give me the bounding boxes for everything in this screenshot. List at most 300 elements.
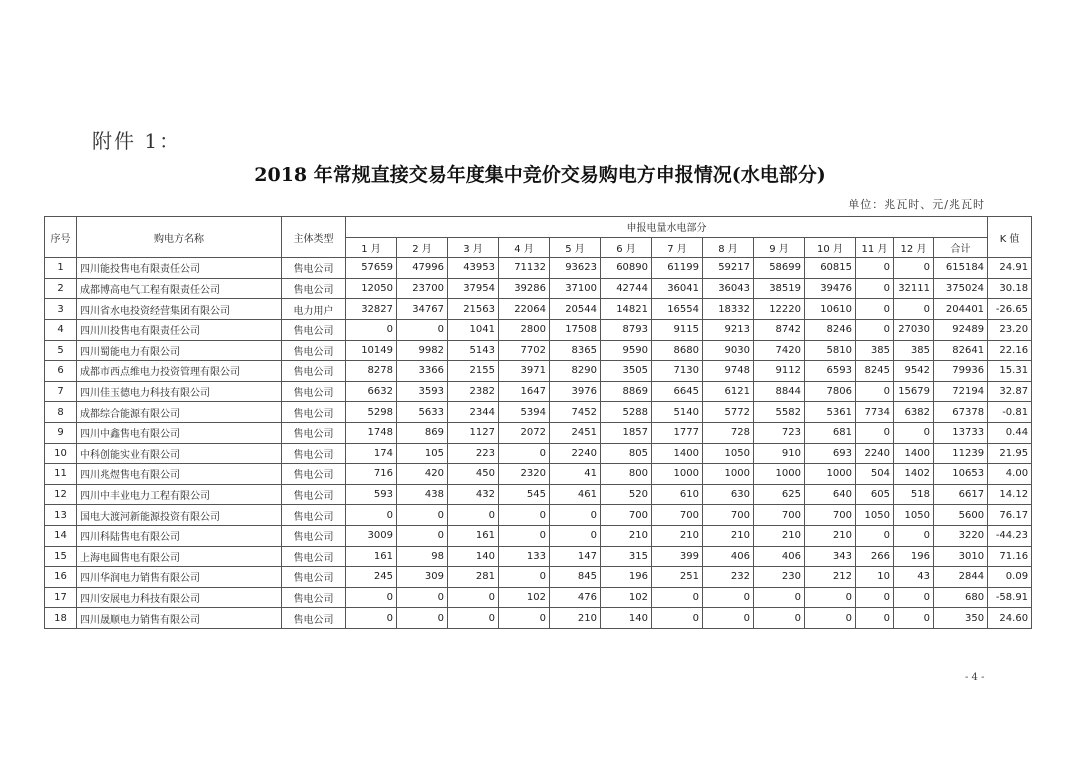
- cell-month-10: 640: [805, 484, 856, 505]
- cell-month-10: 39476: [805, 278, 856, 299]
- cell-month-11: 0: [856, 422, 894, 443]
- cell-month-8: 9030: [703, 340, 754, 361]
- cell-month-8: 36043: [703, 278, 754, 299]
- cell-total: 375024: [934, 278, 988, 299]
- cell-total: 82641: [934, 340, 988, 361]
- cell-month-5: 3976: [550, 381, 601, 402]
- cell-month-7: 8680: [652, 340, 703, 361]
- cell-type: 售电公司: [282, 443, 346, 464]
- cell-month-8: 9213: [703, 319, 754, 340]
- table-row: [45, 505, 1032, 526]
- cell-month-12: 1400: [894, 443, 934, 464]
- cell-month-10: 700: [805, 505, 856, 526]
- cell-month-2: 47996: [397, 258, 448, 279]
- cell-seq: 9: [45, 422, 77, 443]
- cell-month-2: 9982: [397, 340, 448, 361]
- cell-month-10: 60815: [805, 258, 856, 279]
- cell-month-6: 800: [601, 464, 652, 485]
- cell-total: 2844: [934, 567, 988, 588]
- cell-month-10: 0: [805, 587, 856, 608]
- cell-month-11: 0: [856, 299, 894, 320]
- cell-type: 电力用户: [282, 299, 346, 320]
- cell-seq: 6: [45, 361, 77, 382]
- cell-month-2: 0: [397, 525, 448, 546]
- cell-month-3: 0: [448, 587, 499, 608]
- cell-month-12: 1050: [894, 505, 934, 526]
- cell-month-5: 7452: [550, 402, 601, 423]
- header-month-4: 4 月: [499, 237, 550, 258]
- cell-month-7: 0: [652, 587, 703, 608]
- cell-month-9: 0: [754, 608, 805, 629]
- table-row: [45, 525, 1032, 546]
- cell-month-5: 2240: [550, 443, 601, 464]
- cell-month-1: 0: [346, 319, 397, 340]
- cell-k: -26.65: [988, 299, 1032, 320]
- cell-month-3: 2382: [448, 381, 499, 402]
- cell-name: 四川兆煜售电有限公司: [77, 464, 282, 485]
- cell-month-4: 0: [499, 567, 550, 588]
- cell-month-3: 1127: [448, 422, 499, 443]
- cell-seq: 4: [45, 319, 77, 340]
- cell-month-7: 61199: [652, 258, 703, 279]
- cell-month-12: 27030: [894, 319, 934, 340]
- cell-month-4: 22064: [499, 299, 550, 320]
- cell-seq: 1: [45, 258, 77, 279]
- cell-month-1: 0: [346, 587, 397, 608]
- cell-seq: 16: [45, 567, 77, 588]
- cell-month-6: 700: [601, 505, 652, 526]
- cell-month-1: 0: [346, 505, 397, 526]
- cell-month-11: 8245: [856, 361, 894, 382]
- header-name: 购电方名称: [77, 217, 282, 258]
- cell-month-8: 0: [703, 587, 754, 608]
- cell-month-2: 105: [397, 443, 448, 464]
- cell-month-8: 1050: [703, 443, 754, 464]
- cell-month-2: 309: [397, 567, 448, 588]
- cell-month-9: 12220: [754, 299, 805, 320]
- cell-month-9: 406: [754, 546, 805, 567]
- cell-month-5: 20544: [550, 299, 601, 320]
- cell-month-9: 0: [754, 587, 805, 608]
- cell-type: 售电公司: [282, 484, 346, 505]
- cell-name: 四川川投售电有限责任公司: [77, 319, 282, 340]
- cell-total: 67378: [934, 402, 988, 423]
- cell-month-4: 71132: [499, 258, 550, 279]
- header-month-3: 3 月: [448, 237, 499, 258]
- cell-name: 四川中丰业电力工程有限公司: [77, 484, 282, 505]
- cell-month-5: 147: [550, 546, 601, 567]
- cell-seq: 15: [45, 546, 77, 567]
- cell-name: 四川能投售电有限责任公司: [77, 258, 282, 279]
- header-month-7: 7 月: [652, 237, 703, 258]
- table-row: [45, 402, 1032, 423]
- header-month-5: 5 月: [550, 237, 601, 258]
- cell-month-2: 34767: [397, 299, 448, 320]
- cell-seq: 12: [45, 484, 77, 505]
- cell-month-5: 41: [550, 464, 601, 485]
- table-row: [45, 443, 1032, 464]
- cell-month-10: 5361: [805, 402, 856, 423]
- cell-type: 售电公司: [282, 278, 346, 299]
- cell-month-9: 8844: [754, 381, 805, 402]
- cell-month-4: 2800: [499, 319, 550, 340]
- cell-month-9: 210: [754, 525, 805, 546]
- document-title: 2018 年常规直接交易年度集中竞价交易购电方申报情况(水电部分): [254, 164, 826, 186]
- cell-month-2: 3593: [397, 381, 448, 402]
- cell-month-7: 36041: [652, 278, 703, 299]
- cell-k: 24.60: [988, 608, 1032, 629]
- cell-type: 售电公司: [282, 340, 346, 361]
- cell-month-3: 281: [448, 567, 499, 588]
- cell-month-7: 7130: [652, 361, 703, 382]
- cell-month-6: 42744: [601, 278, 652, 299]
- cell-month-3: 161: [448, 525, 499, 546]
- declaration-table: [44, 216, 1032, 629]
- cell-month-8: 700: [703, 505, 754, 526]
- cell-month-12: 518: [894, 484, 934, 505]
- table-row: [45, 258, 1032, 279]
- cell-month-6: 14821: [601, 299, 652, 320]
- cell-k: 21.95: [988, 443, 1032, 464]
- cell-month-12: 0: [894, 587, 934, 608]
- cell-month-8: 5772: [703, 402, 754, 423]
- cell-month-7: 9115: [652, 319, 703, 340]
- cell-month-11: 385: [856, 340, 894, 361]
- cell-month-2: 0: [397, 505, 448, 526]
- cell-month-11: 0: [856, 587, 894, 608]
- cell-type: 售电公司: [282, 361, 346, 382]
- cell-month-6: 520: [601, 484, 652, 505]
- cell-month-11: 0: [856, 319, 894, 340]
- cell-month-7: 700: [652, 505, 703, 526]
- cell-name: 中科创能实业有限公司: [77, 443, 282, 464]
- cell-month-1: 32827: [346, 299, 397, 320]
- cell-month-3: 5143: [448, 340, 499, 361]
- cell-month-4: 5394: [499, 402, 550, 423]
- cell-month-8: 0: [703, 608, 754, 629]
- cell-month-11: 0: [856, 258, 894, 279]
- header-month-10: 10 月: [805, 237, 856, 258]
- cell-month-1: 3009: [346, 525, 397, 546]
- cell-name: 成都综合能源有限公司: [77, 402, 282, 423]
- cell-seq: 8: [45, 402, 77, 423]
- cell-month-4: 0: [499, 443, 550, 464]
- cell-name: 四川省水电投资经营集团有限公司: [77, 299, 282, 320]
- cell-month-1: 10149: [346, 340, 397, 361]
- cell-month-10: 8246: [805, 319, 856, 340]
- cell-type: 售电公司: [282, 402, 346, 423]
- cell-month-11: 10: [856, 567, 894, 588]
- cell-month-7: 0: [652, 608, 703, 629]
- cell-month-2: 23700: [397, 278, 448, 299]
- cell-k: 30.18: [988, 278, 1032, 299]
- cell-month-1: 716: [346, 464, 397, 485]
- cell-k: 76.17: [988, 505, 1032, 526]
- table-row: [45, 299, 1032, 320]
- cell-month-8: 630: [703, 484, 754, 505]
- cell-month-2: 3366: [397, 361, 448, 382]
- cell-k: -0.81: [988, 402, 1032, 423]
- cell-month-2: 869: [397, 422, 448, 443]
- cell-seq: 10: [45, 443, 77, 464]
- cell-month-3: 0: [448, 608, 499, 629]
- table-header-row-1: [45, 217, 1032, 238]
- cell-month-5: 37100: [550, 278, 601, 299]
- cell-total: 3220: [934, 525, 988, 546]
- cell-name: 成都博高电气工程有限责任公司: [77, 278, 282, 299]
- cell-seq: 5: [45, 340, 77, 361]
- cell-type: 售电公司: [282, 381, 346, 402]
- cell-month-2: 438: [397, 484, 448, 505]
- cell-seq: 2: [45, 278, 77, 299]
- cell-month-3: 223: [448, 443, 499, 464]
- cell-month-4: 1647: [499, 381, 550, 402]
- table-row: [45, 278, 1032, 299]
- cell-month-1: 12050: [346, 278, 397, 299]
- table-row: [45, 546, 1032, 567]
- cell-name: 四川佳玉德电力科技有限公司: [77, 381, 282, 402]
- cell-total: 204401: [934, 299, 988, 320]
- cell-type: 售电公司: [282, 567, 346, 588]
- cell-month-4: 0: [499, 608, 550, 629]
- cell-month-11: 266: [856, 546, 894, 567]
- cell-month-3: 450: [448, 464, 499, 485]
- table-row: [45, 567, 1032, 588]
- cell-type: 售电公司: [282, 546, 346, 567]
- page-number: - 4 -: [965, 672, 985, 683]
- cell-month-2: 0: [397, 608, 448, 629]
- cell-month-8: 18332: [703, 299, 754, 320]
- cell-month-10: 343: [805, 546, 856, 567]
- cell-month-4: 133: [499, 546, 550, 567]
- cell-month-7: 1400: [652, 443, 703, 464]
- cell-k: 22.16: [988, 340, 1032, 361]
- cell-type: 售电公司: [282, 608, 346, 629]
- cell-k: 15.31: [988, 361, 1032, 382]
- cell-month-4: 39286: [499, 278, 550, 299]
- cell-seq: 14: [45, 525, 77, 546]
- cell-month-1: 174: [346, 443, 397, 464]
- cell-k: 71.16: [988, 546, 1032, 567]
- table-row: [45, 340, 1032, 361]
- cell-name: 四川安展电力科技有限公司: [77, 587, 282, 608]
- cell-month-4: 2072: [499, 422, 550, 443]
- cell-month-11: 0: [856, 381, 894, 402]
- cell-type: 售电公司: [282, 422, 346, 443]
- cell-month-4: 3971: [499, 361, 550, 382]
- cell-month-7: 1777: [652, 422, 703, 443]
- cell-total: 680: [934, 587, 988, 608]
- cell-type: 售电公司: [282, 525, 346, 546]
- table-row: [45, 361, 1032, 382]
- cell-k: 32.87: [988, 381, 1032, 402]
- cell-month-8: 1000: [703, 464, 754, 485]
- cell-month-4: 2320: [499, 464, 550, 485]
- cell-month-4: 102: [499, 587, 550, 608]
- attachment-label: 附件 1：: [92, 129, 182, 153]
- cell-name: 上海电圆售电有限公司: [77, 546, 282, 567]
- cell-month-9: 8742: [754, 319, 805, 340]
- cell-month-12: 385: [894, 340, 934, 361]
- cell-total: 13733: [934, 422, 988, 443]
- cell-name: 国电大渡河新能源投资有限公司: [77, 505, 282, 526]
- cell-month-12: 9542: [894, 361, 934, 382]
- cell-k: 24.91: [988, 258, 1032, 279]
- cell-month-3: 1041: [448, 319, 499, 340]
- cell-k: 4.00: [988, 464, 1032, 485]
- cell-month-3: 2344: [448, 402, 499, 423]
- cell-month-4: 7702: [499, 340, 550, 361]
- cell-month-1: 593: [346, 484, 397, 505]
- cell-month-9: 9112: [754, 361, 805, 382]
- cell-month-7: 5140: [652, 402, 703, 423]
- cell-month-5: 210: [550, 608, 601, 629]
- cell-month-6: 102: [601, 587, 652, 608]
- cell-month-3: 37954: [448, 278, 499, 299]
- cell-month-3: 0: [448, 505, 499, 526]
- cell-month-9: 1000: [754, 464, 805, 485]
- cell-total: 92489: [934, 319, 988, 340]
- header-seq: 序号: [45, 217, 77, 258]
- header-k: K 值: [988, 217, 1032, 258]
- header-total: 合计: [934, 237, 988, 258]
- cell-month-11: 7734: [856, 402, 894, 423]
- cell-month-3: 43953: [448, 258, 499, 279]
- cell-seq: 11: [45, 464, 77, 485]
- cell-month-10: 1000: [805, 464, 856, 485]
- cell-month-10: 10610: [805, 299, 856, 320]
- cell-month-6: 9590: [601, 340, 652, 361]
- cell-month-9: 230: [754, 567, 805, 588]
- cell-seq: 17: [45, 587, 77, 608]
- cell-month-6: 196: [601, 567, 652, 588]
- table-row: [45, 608, 1032, 629]
- cell-total: 72194: [934, 381, 988, 402]
- cell-month-6: 1857: [601, 422, 652, 443]
- cell-name: 四川中鑫售电有限公司: [77, 422, 282, 443]
- cell-month-8: 6121: [703, 381, 754, 402]
- cell-month-7: 1000: [652, 464, 703, 485]
- cell-month-6: 5288: [601, 402, 652, 423]
- cell-month-11: 0: [856, 525, 894, 546]
- cell-month-2: 98: [397, 546, 448, 567]
- cell-month-5: 93623: [550, 258, 601, 279]
- cell-month-12: 0: [894, 608, 934, 629]
- cell-month-3: 2155: [448, 361, 499, 382]
- table-row: [45, 319, 1032, 340]
- cell-type: 售电公司: [282, 258, 346, 279]
- cell-month-12: 32111: [894, 278, 934, 299]
- cell-month-6: 315: [601, 546, 652, 567]
- cell-month-10: 681: [805, 422, 856, 443]
- cell-month-10: 212: [805, 567, 856, 588]
- table-row: [45, 464, 1032, 485]
- cell-month-8: 9748: [703, 361, 754, 382]
- table-row: [45, 587, 1032, 608]
- header-month-12: 12 月: [894, 237, 934, 258]
- cell-month-1: 5298: [346, 402, 397, 423]
- cell-month-6: 3505: [601, 361, 652, 382]
- cell-total: 3010: [934, 546, 988, 567]
- cell-month-1: 57659: [346, 258, 397, 279]
- cell-month-6: 60890: [601, 258, 652, 279]
- cell-name: 四川科陆售电有限公司: [77, 525, 282, 546]
- cell-month-10: 7806: [805, 381, 856, 402]
- cell-month-9: 38519: [754, 278, 805, 299]
- cell-month-5: 2451: [550, 422, 601, 443]
- cell-month-11: 504: [856, 464, 894, 485]
- cell-month-9: 723: [754, 422, 805, 443]
- cell-month-8: 232: [703, 567, 754, 588]
- cell-month-12: 0: [894, 525, 934, 546]
- cell-month-8: 59217: [703, 258, 754, 279]
- header-month-8: 8 月: [703, 237, 754, 258]
- header-month-1: 1 月: [346, 237, 397, 258]
- cell-month-11: 2240: [856, 443, 894, 464]
- cell-type: 售电公司: [282, 587, 346, 608]
- cell-month-10: 210: [805, 525, 856, 546]
- cell-month-9: 7420: [754, 340, 805, 361]
- cell-name: 四川晟顺电力销售有限公司: [77, 608, 282, 629]
- cell-month-2: 0: [397, 587, 448, 608]
- cell-month-12: 0: [894, 299, 934, 320]
- cell-seq: 7: [45, 381, 77, 402]
- cell-type: 售电公司: [282, 464, 346, 485]
- cell-total: 79936: [934, 361, 988, 382]
- cell-month-3: 432: [448, 484, 499, 505]
- cell-month-11: 0: [856, 278, 894, 299]
- cell-month-5: 8290: [550, 361, 601, 382]
- cell-month-6: 8869: [601, 381, 652, 402]
- cell-month-3: 21563: [448, 299, 499, 320]
- cell-name: 成都市西点维电力投资管理有限公司: [77, 361, 282, 382]
- cell-month-12: 1402: [894, 464, 934, 485]
- cell-month-5: 0: [550, 525, 601, 546]
- cell-month-6: 210: [601, 525, 652, 546]
- cell-month-11: 1050: [856, 505, 894, 526]
- cell-month-6: 140: [601, 608, 652, 629]
- cell-month-6: 805: [601, 443, 652, 464]
- cell-month-4: 0: [499, 525, 550, 546]
- cell-month-9: 58699: [754, 258, 805, 279]
- cell-k: 14.12: [988, 484, 1032, 505]
- cell-k: 0.09: [988, 567, 1032, 588]
- cell-month-2: 420: [397, 464, 448, 485]
- cell-month-10: 693: [805, 443, 856, 464]
- cell-month-2: 5633: [397, 402, 448, 423]
- cell-month-10: 6593: [805, 361, 856, 382]
- cell-month-9: 910: [754, 443, 805, 464]
- header-group: 申报电量水电部分: [346, 217, 988, 238]
- cell-month-5: 8365: [550, 340, 601, 361]
- cell-month-4: 0: [499, 505, 550, 526]
- cell-month-5: 845: [550, 567, 601, 588]
- cell-month-9: 700: [754, 505, 805, 526]
- header-type: 主体类型: [282, 217, 346, 258]
- cell-month-10: 5810: [805, 340, 856, 361]
- cell-seq: 13: [45, 505, 77, 526]
- cell-month-7: 399: [652, 546, 703, 567]
- cell-month-12: 0: [894, 258, 934, 279]
- cell-month-5: 461: [550, 484, 601, 505]
- cell-month-7: 610: [652, 484, 703, 505]
- cell-month-5: 476: [550, 587, 601, 608]
- cell-month-12: 196: [894, 546, 934, 567]
- table-body: [45, 258, 1032, 629]
- cell-month-8: 406: [703, 546, 754, 567]
- cell-month-9: 625: [754, 484, 805, 505]
- cell-month-1: 1748: [346, 422, 397, 443]
